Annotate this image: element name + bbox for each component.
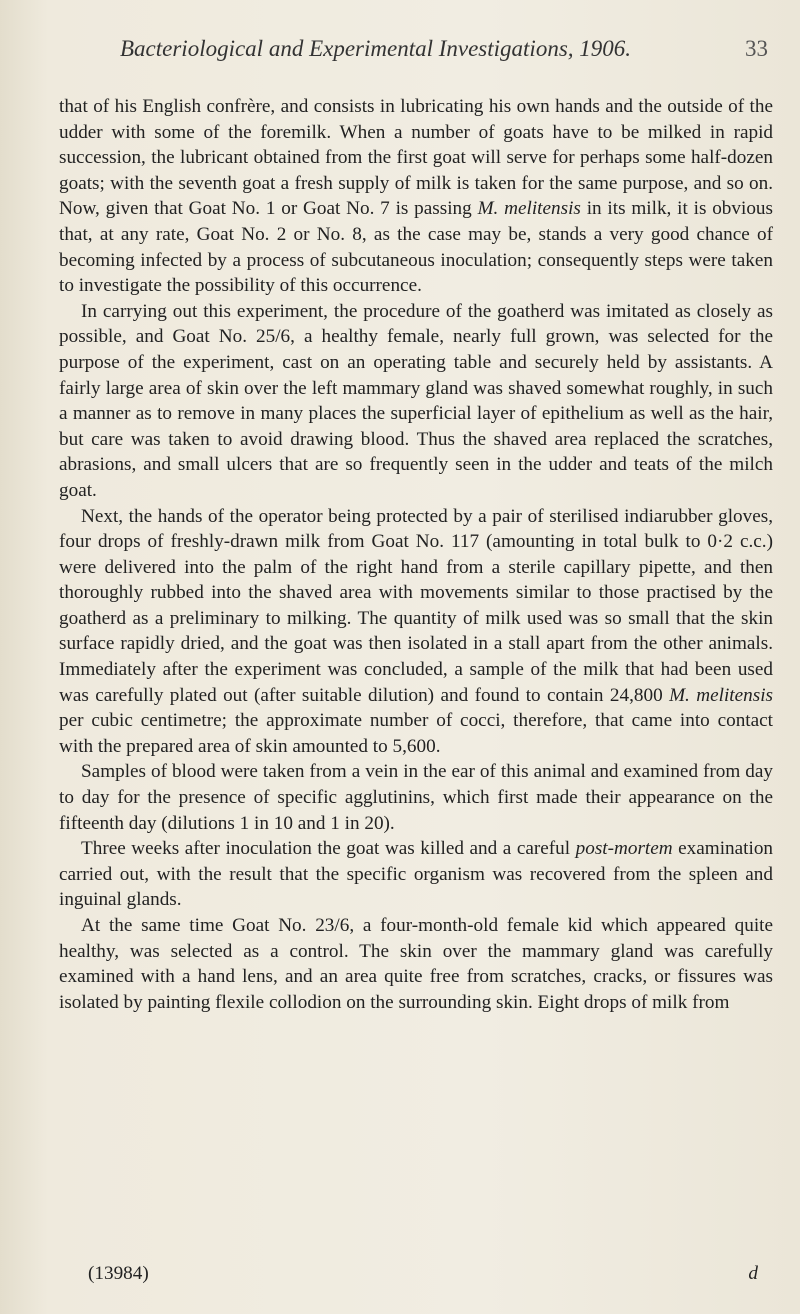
paragraph: that of his English confrère, and consists in lubricating his own hands and the outside of the udder with some of the foremilk. When a number of goats have to be milked in rapid succession, the lubricant obtained from the first goat will serve for perhaps some half-dozen goats; with the seventh goat a fresh supply of milk is taken for the same purpose, and so on. Now, given that Goat No. 1 or Goat No. 7 is passing M. melitensis in its milk, it is obvious that, at any rate, Goat No. 2 or No. 8, as the case may be, stands a very good chance of becoming infected by a process of subcutaneous inoculation; consequently steps were taken to investigate the possibility of this occurrence. <box>59 96 773 297</box>
page-number: 33 <box>745 36 768 61</box>
paragraph: In carrying out this experiment, the procedure of the goatherd was imitated as closely as possible, and Goat No. 25/6, a healthy female, nearly full grown, was selected for the purpose of the experiment, cast on an operating table and securely held by assistants. A fairly large area of skin over the left mammary gland was shaved somewhat roughly, in such a manner as to remove in many places the superficial layer of epithelium as well as the hair, but care was taken to avoid drawing blood. Thus the shaved area replaced the scratches, abrasions, and small ulcers that are so frequently seen in the udder and teats of the milch goat. <box>59 300 773 501</box>
page-footer <box>88 1263 758 1285</box>
body-text <box>59 94 773 1015</box>
print-code: (13984) <box>88 1263 149 1284</box>
signature-mark: d <box>748 1263 758 1284</box>
paragraph: Next, the hands of the operator being protected by a pair of sterilised indiarubber gloves, four drops of freshly-drawn milk from Goat No. 117 (amounting in total bulk to 0·2 c.c.) were delivered into the palm of the right hand from a sterile capillary pipette, and then thoroughly rubbed into the shaved area with movements similar to those practised by the goatherd as a preliminary to milking. The quantity of milk used was so small that the skin surface rapidly dried, and the goat was then isolated in a stall apart from the other animals. Immediately after the experiment was concluded, a sample of the milk that had been used was carefully plated out (after suitable dilution) and found to contain 24,800 M. melitensis per cubic centimetre; the approximate number of cocci, therefore, that came into contact with the prepared area of skin amounted to 5,600. <box>59 505 773 757</box>
running-title: Bacteriological and Experimental Investigations, 1906. <box>120 36 632 61</box>
paragraph: At the same time Goat No. 23/6, a four-month-old female kid which appeared quite healthy, was selected as a control. The skin over the mammary gland was carefully examined with a hand lens, and an area quite free from scratches, cracks, or fissures was isolated by painting flexile collodion on the surrounding skin. Eight drops of milk from <box>59 915 773 1013</box>
paragraph: Three weeks after inoculation the goat was killed and a careful post-mortem examination carried out, with the result that the specific organism was recovered from the spleen and inguinal glands. <box>59 838 774 911</box>
paragraph: Samples of blood were taken from a vein in the ear of this animal and examined from day to day for the presence of specific agglutinins, which first made their appearance on the fifteenth day (dilutions 1 in 10 and 1 in 20). <box>59 761 773 834</box>
